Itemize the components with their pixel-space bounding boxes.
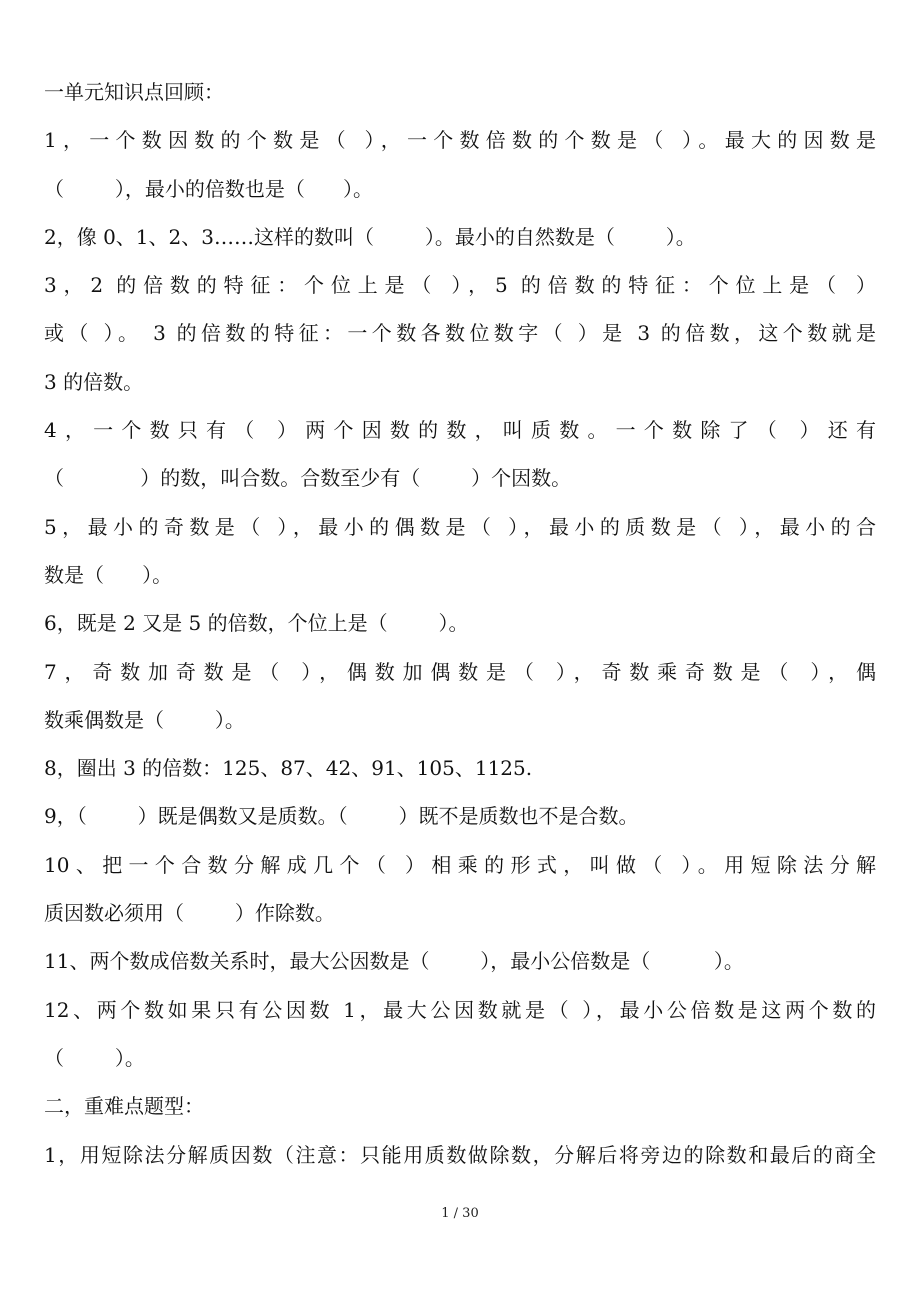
text-line: 8，圈出 3 的倍数：125、87、42、91、105、1125. xyxy=(44,756,533,781)
text-line: （ ）。 xyxy=(44,1045,145,1070)
document-body xyxy=(44,68,876,1179)
text-line: 1，用短除法分解质因数（注意：只能用质数做除数，分解后将旁边的除数和最后的商全 xyxy=(44,1142,876,1167)
text-line: 9，（ ）既是偶数又是质数。（ ）既不是质数也不是合数。 xyxy=(44,804,639,829)
text-line: 4，一个数只有（ ）两个因数的数，叫质数。一个数除了（ ）还有 xyxy=(44,418,876,443)
text-line: 7，奇数加奇数是（ ），偶数加偶数是（ ），奇数乘奇数是（ ），偶 xyxy=(44,659,876,684)
text-line: 2，像 0、1、2、3……这样的数叫（ ）。最小的自然数是（ ）。 xyxy=(44,224,696,249)
text-line: 数乘偶数是（ ）。 xyxy=(44,707,245,732)
text-line: 5，最小的奇数是（ ），最小的偶数是（ ），最小的质数是（ ），最小的合 xyxy=(44,514,876,539)
text-line: （ ）的数，叫合数。合数至少有（ ）个因数。 xyxy=(44,466,572,491)
page-number: 1 / 30 xyxy=(441,1206,479,1221)
text-line: 12、两个数如果只有公因数 1，最大公因数就是（ ），最小公倍数是这两个数的 xyxy=(44,997,876,1022)
text-line: 11、两个数成倍数关系时，最大公因数是（ ），最小公倍数是（ ）。 xyxy=(44,949,744,974)
text-line: 3，2 的倍数的特征：个位上是（ ），5 的倍数的特征：个位上是（ ） xyxy=(44,273,876,298)
text-line: 数是（ ）。 xyxy=(44,562,173,587)
text-line: 或（ ）。 3 的倍数的特征：一个数各数位数字（ ）是 3 的倍数，这个数就是 xyxy=(44,321,876,346)
text-line: 二，重难点题型： xyxy=(44,1094,204,1119)
text-line: 1，一个数因数的个数是（ ），一个数倍数的个数是（ ）。最大的因数是 xyxy=(44,128,876,153)
text-line: 6，既是 2 又是 5 的倍数，个位上是（ ）。 xyxy=(44,611,469,636)
text-line: 3 的倍数。 xyxy=(44,369,144,394)
text-line: 质因数必须用（ ）作除数。 xyxy=(44,901,335,926)
text-line: 10、把一个合数分解成几个（ ）相乘的形式，叫做（ ）。用短除法分解 xyxy=(44,852,876,877)
text-line: 一单元知识点回顾： xyxy=(44,80,224,104)
text-line: （ ），最小的倍数也是（ ）。 xyxy=(44,176,374,201)
